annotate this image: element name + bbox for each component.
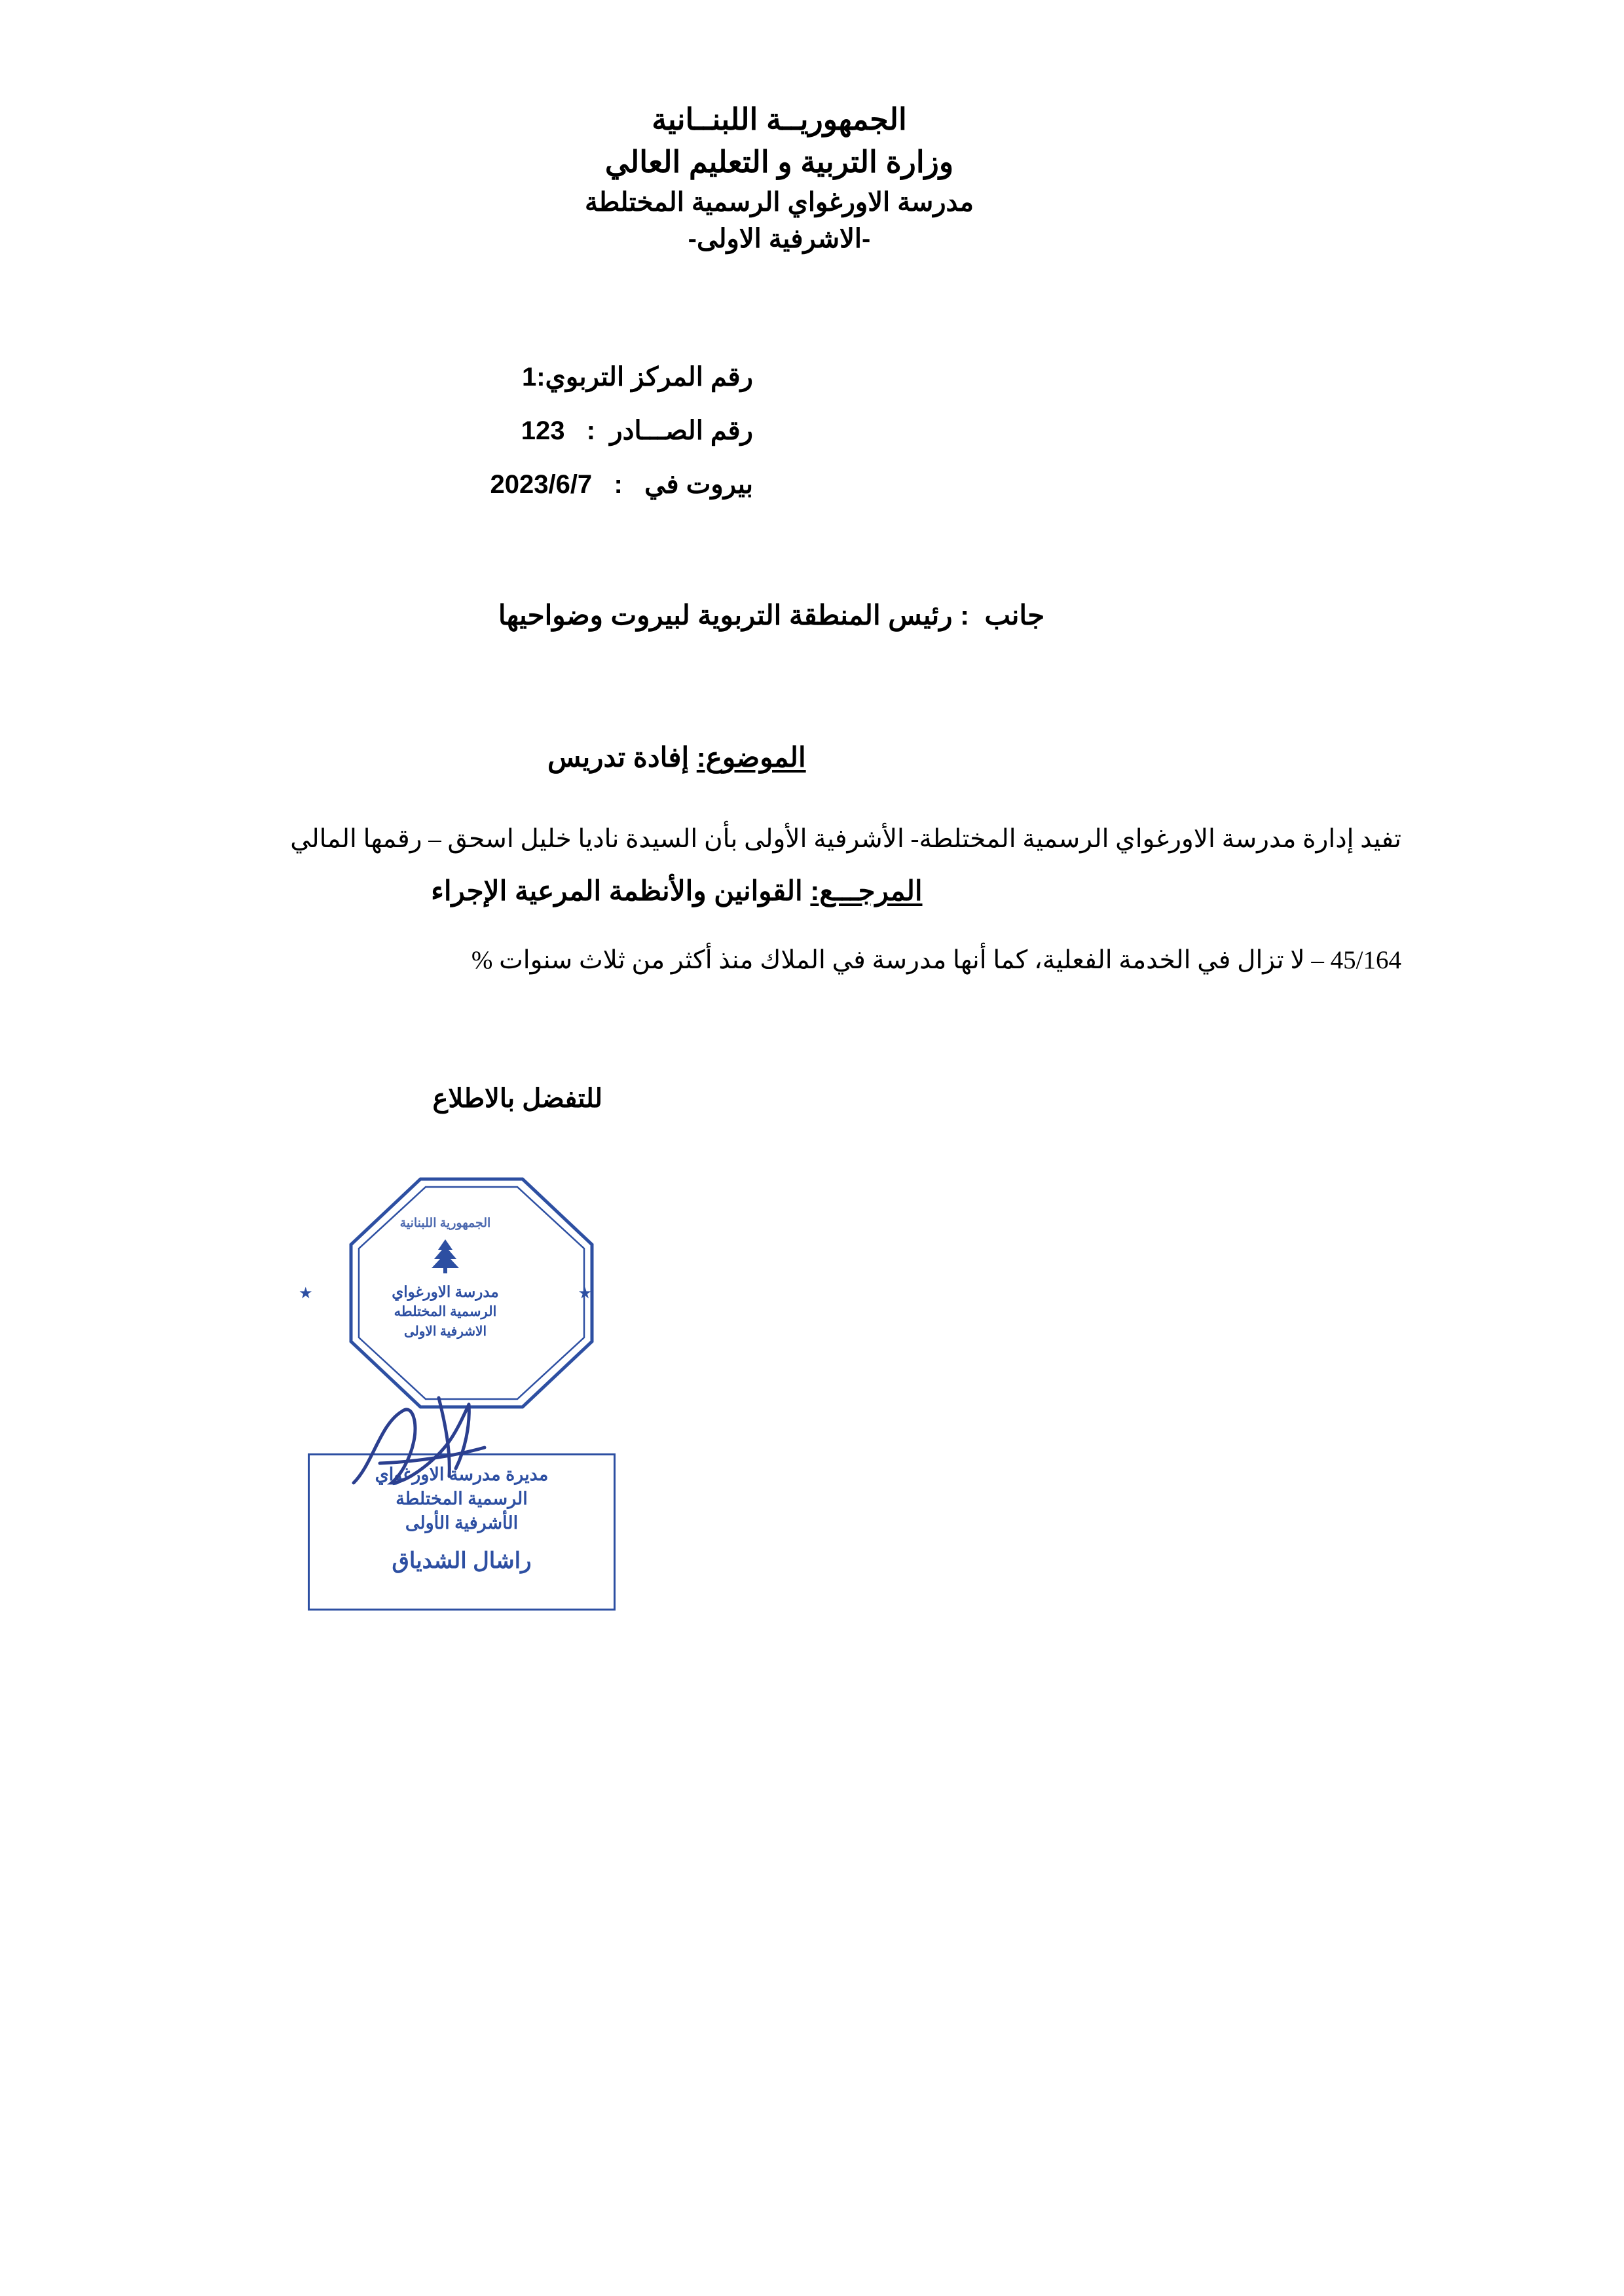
center-number: رقم المركز التربوي:1 (521, 363, 753, 392)
addressee-line (0, 599, 1624, 631)
stamp-star-left-icon: ★ (578, 1285, 592, 1302)
header-inner (585, 98, 974, 258)
outgoing-number: رقم الصـــادر : 123 (521, 416, 753, 445)
subject-value: إفادة تدريس (547, 742, 697, 773)
legal-reference-value: القوانين والأنظمة المرعية الإجراء (431, 875, 811, 907)
stamp-star-right-icon: ★ (299, 1285, 313, 1302)
signatory-name: راشال الشدياق (392, 1548, 532, 1573)
subject-row (431, 691, 984, 824)
header-line-branch: -الاشرفية الاولى- (688, 225, 871, 254)
document-header (0, 98, 1624, 258)
body-paragraph-2: 45/164 – لا تزال في الخدمة الفعلية، كما أنها مدرسة في الملاك منذ أكثر من ثلاث سنوات % (471, 946, 1401, 974)
stamp-and-signature-area (275, 1175, 616, 1660)
stamp-line-2: الرسمية المختلطه (394, 1304, 497, 1319)
stamp-top-text: الجمهورية اللبنانية (399, 1216, 491, 1230)
reference-block (490, 350, 753, 511)
header-line-republic: الجمهوريــة اللبنــانية (652, 102, 907, 136)
cedar-tree-icon (422, 1238, 468, 1275)
stamp-line-3: الاشرفية الاولى (403, 1324, 487, 1339)
issue-date: بيروت في : 2023/6/7 (490, 470, 753, 499)
legal-reference-label: المرجـــع: (810, 875, 923, 907)
signature-title-line-1: مديرة مدرسة الاورغواي (375, 1465, 549, 1484)
signature-title-line-3: الأشرفية الأولى (405, 1513, 519, 1533)
signature-title-line-2: الرسمية المختلطة (396, 1489, 528, 1508)
stamp-line-1: مدرسة الاورغواي (392, 1283, 499, 1300)
closing-line: للتفضل بالاطلاع (432, 1084, 602, 1113)
header-line-school: مدرسة الاورغواي الرسمية المختلطة (585, 187, 974, 217)
subject-label: الموضوع: (696, 742, 806, 773)
signature-stamp-box (308, 1453, 616, 1611)
addressee-text: جانب : رئيس المنطقة التربوية لبيروت وضواحيها (498, 600, 1045, 630)
header-line-ministry: وزارة التربية و التعليم العالي (604, 145, 954, 179)
body-paragraph-1: تفيد إدارة مدرسة الاورغواي الرسمية المختلطة- الأشرفية الأولى بأن السيدة ناديا خليل اسحق – رقمها المالي (290, 825, 1401, 853)
